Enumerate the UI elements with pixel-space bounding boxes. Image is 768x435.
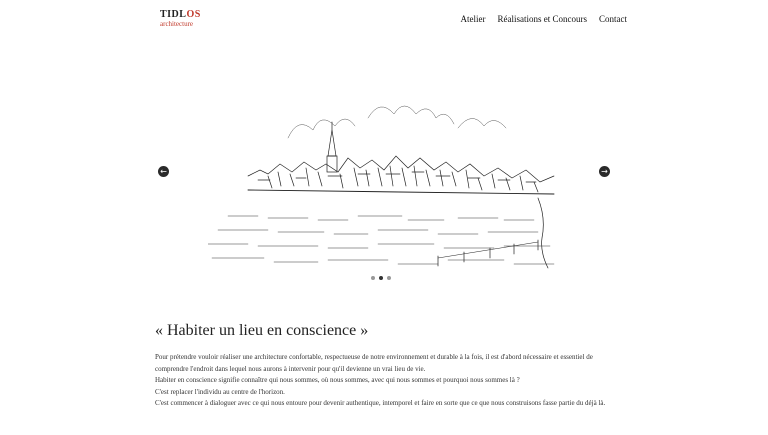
logo-wordmark	[160, 10, 201, 20]
logo-subtitle: architecture	[160, 20, 194, 28]
page-title: « Habiter un lieu en conscience »	[155, 322, 369, 339]
slide-sketch-image	[208, 78, 560, 274]
intro-paragraph: C'est replacer l'individu au centre de l'horizon.	[155, 387, 285, 396]
intro-section	[155, 322, 615, 410]
slider-dot[interactable]	[371, 276, 375, 280]
arrow-left-icon: ←	[160, 167, 167, 176]
site-logo[interactable]	[160, 10, 201, 28]
main-navigation	[461, 14, 628, 24]
arrow-right-icon: →	[601, 167, 608, 176]
slider-dot[interactable]	[387, 276, 391, 280]
slider-dot-active[interactable]	[379, 276, 383, 280]
nav-item-atelier[interactable]: Atelier	[460, 14, 486, 24]
intro-paragraph: Pour prétendre vouloir réaliser une architecture confortable, respectueuse de notre environnement et durable à la fois, il est d'abord nécessaire et essentiel de comprendre l'endroit dans lequel nous aurons à intervenir pour qu'il devienne un vrai lieu de vie.	[155, 353, 593, 373]
slider-pagination	[371, 276, 391, 280]
slider-prev-button[interactable]	[158, 166, 169, 177]
intro-paragraph: Habiter en conscience signifie connaître qui nous sommes, où nous sommes, avec qui nous sommes et pourquoi nous sommes là ?	[155, 376, 520, 384]
intro-paragraph: C'est commencer à dialoguer avec ce qui nous entoure pour devenir authentique, intemporel et faire en sorte que ce que nous construisons fasse partie du déjà là.	[155, 399, 606, 407]
nav-item-realisations[interactable]: Réalisations et Concours	[497, 14, 587, 24]
slider-next-button[interactable]	[599, 166, 610, 177]
logo-name-start: TIDL	[160, 9, 187, 20]
nav-item-contact[interactable]: Contact	[599, 14, 627, 24]
logo-name-accent: OS	[186, 9, 201, 20]
